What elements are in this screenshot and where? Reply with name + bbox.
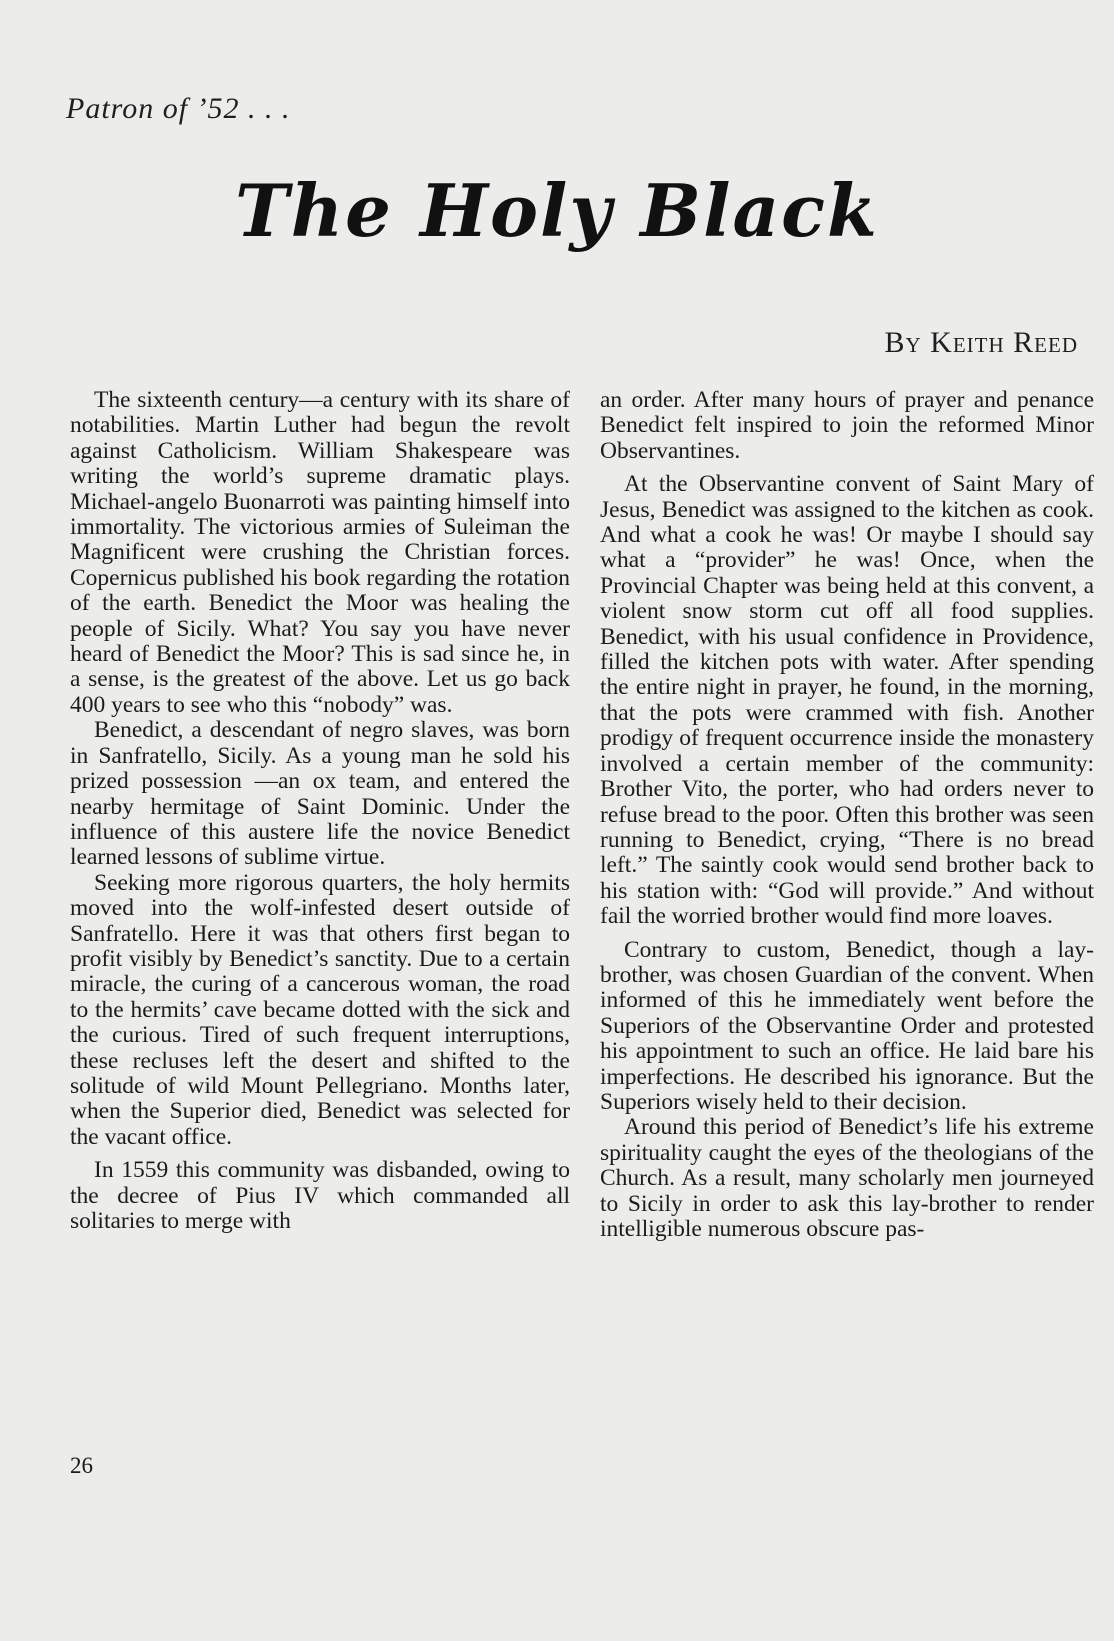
article-title: The Holy Black (235, 168, 879, 253)
section-kicker: Patron of ’52 . . . (66, 92, 291, 125)
paragraph: Benedict, a descendant of negro slaves, was born in Sanfratello, Sicily. As a young man he sold his prized possession —an ox team, and entered the nearby hermitage of Saint Dominic. Under the influence of this austere life the novice Benedict learned lessons of sublime virtue. (70, 717, 570, 871)
paragraph: In 1559 this community was disbanded, owing to the decree of Pius IV which commanded all solitaries to merge with (70, 1157, 570, 1234)
page-number: 26 (70, 1453, 93, 1478)
paragraph: Around this period of Benedict’s life his extreme spirituality caught the eyes of the theologians of the Church. As a result, many scholarly men journeyed to Sicily in order to ask this lay-brother to render intelligible numerous obscure pas- (600, 1114, 1094, 1242)
paragraph: At the Observantine convent of Saint Mary of Jesus, Benedict was assigned to the kitchen as cook. And what a cook he was! Or maybe I should say what a “provider” he was! Once, when the Provincial Chapter was being held at this convent, a violent snow storm cut off all food supplies. Benedict, with his usual confidence in Providence, filled the kitchen pots with water. After spending the entire night in prayer, he found, in the morning, that the pots were crammed with fish. Another prodigy of frequent occurrence inside the monastery involved a certain member of the community: Brother Vito, the porter, who had orders never to refuse bread to the poor. Often this brother was seen running to Benedict, crying, “There is no bread left.” The saintly cook would send brother back to his station with: “God will provide.” And without fail the worried brother would find more loaves. (600, 471, 1094, 930)
paragraph: Contrary to custom, Benedict, though a lay-brother, was chosen Guardian of the convent. When informed of this he immediately went before the Superiors of the Observantine Order and protested his appointment to such an office. He laid bare his imperfections. He described his ignorance. But the Superiors wisely held to their decision. (600, 936, 1094, 1115)
paragraph: The sixteenth century—a century with its share of notabilities. Martin Luther had begun the revolt against Catholicism. William Shakespeare was writing the world’s supreme dramatic plays. Michael-angelo Buonarroti was painting himself into immortality. The victorious armies of Suleiman the Magnificent were crushing the Christian forces. Copernicus published his book regarding the rotation of the earth. Benedict the Moor was healing the people of Sicily. What? You say you have never heard of Benedict the Moor? This is sad since he, in a sense, is the greatest of the above. Let us go back 400 years to see who this “nobody” was. (70, 387, 570, 718)
left-column (70, 388, 570, 1234)
right-column (600, 388, 1094, 1242)
paragraph: Seeking more rigorous quarters, the holy hermits moved into the wolf-infested desert outside of Sanfratello. Here it was that others first began to profit visibly by Benedict’s sanctity. Due to a certain miracle, the curing of a cancerous woman, the road to the hermits’ cave became dotted with the sick and the curious. Tired of such frequent interruptions, these recluses left the desert and shifted to the solitude of wild Mount Pellegriano. Months later, when the Superior died, Benedict was selected for the vacant office. (70, 869, 570, 1150)
paragraph: an order. After many hours of prayer and penance Benedict felt inspired to join the reformed Minor Observantines. (600, 387, 1094, 464)
author-byline: By Keith Reed (884, 326, 1078, 359)
